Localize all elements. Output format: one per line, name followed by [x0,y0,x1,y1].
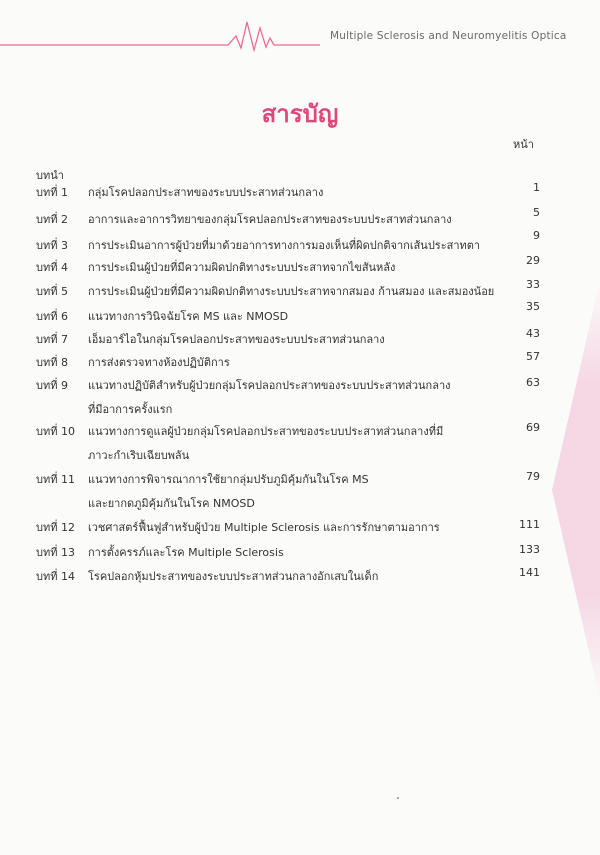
chapter-number: บทที่ 3 [36,239,68,252]
chapter-number: บทที่ 5 [36,285,68,298]
chapter-title: เอ็มอาร์ไอในกลุ่มโรคปลอกประสาทของระบบประสาทส่วนกลาง [88,333,385,346]
speck [397,797,399,799]
page-number: 111 [519,518,540,531]
chapter-title: แนวทางการวินิจฉัยโรค MS และ NMOSD [88,310,289,323]
chapter-number: บทที่ 2 [36,213,68,226]
chapter-number: บทที่ 11 [36,473,75,486]
page-number: 43 [526,327,540,340]
chapter-title: แนวทางปฏิบัติสำหรับผู้ป่วยกลุ่มโรคปลอกประสาทของระบบประสาทส่วนกลาง [88,379,451,392]
chapter-title: การประเมินผู้ป่วยที่มีความผิดปกติทางระบบประสาทจากสมอง ก้านสมอง และสมองน้อย [88,285,495,298]
chapter-title-continued: ภาวะกำเริบเฉียบพลัน [88,449,190,462]
chapter-title-continued: ที่มีอาการครั้งแรก [88,403,173,416]
chapter-title: กลุ่มโรคปลอกประสาทของระบบประสาทส่วนกลาง [88,186,324,199]
chapter-number: บทที่ 8 [36,356,68,369]
page-number: 63 [526,376,540,389]
chapter-title: การประเมินอาการผู้ป่วยที่มาด้วยอาการทางการมองเห็นที่ผิดปกติจากเส้นประสาทตา [88,239,481,252]
decorative-pink-band [552,280,600,700]
chapter-title-continued: และยากดภูมิคุ้มกันในโรค NMOSD [88,497,255,510]
chapter-title: การประเมินผู้ป่วยที่มีความผิดปกติทางระบบประสาทจากไขสันหลัง [88,261,396,274]
chapter-number: บทที่ 1 [36,186,68,199]
chapter-title: อาการและอาการวิทยาของกลุ่มโรคปลอกประสาทของระบบประสาทส่วนกลาง [88,213,452,226]
chapter-number: บทที่ 4 [36,261,68,274]
chapter-title: การตั้งครรภ์และโรค Multiple Sclerosis [88,546,284,559]
page-number: 69 [526,421,540,434]
page-number: 141 [519,566,540,579]
chapter-title: เวชศาสตร์ฟื้นฟูสำหรับผู้ป่วย Multiple Sclerosis และการรักษาตามอาการ [88,521,440,534]
chapter-title: โรคปลอกหุ้มประสาทของระบบประสาทส่วนกลางอักเสบในเด็ก [88,570,379,583]
page-number: 133 [519,543,540,556]
chapter-number: บทที่ 10 [36,425,75,438]
chapter-number: บทที่ 14 [36,570,75,583]
toc-intro: บทนำ [36,169,64,182]
page-number: 5 [533,206,540,219]
page-column-label: หน้า [513,138,534,151]
page-number: 29 [526,254,540,267]
chapter-number: บทที่ 12 [36,521,75,534]
page-number: 79 [526,470,540,483]
running-header: Multiple Sclerosis and Neuromyelitis Optica [330,30,567,42]
page-number: 57 [526,350,540,363]
chapter-title: แนวทางการดูแลผู้ป่วยกลุ่มโรคปลอกประสาทของระบบประสาทส่วนกลางที่มี [88,425,444,438]
chapter-number: บทที่ 7 [36,333,68,346]
chapter-number: บทที่ 13 [36,546,75,559]
chapter-number: บทที่ 9 [36,379,68,392]
chapter-title: การส่งตรวจทางห้องปฏิบัติการ [88,356,230,369]
page-number: 1 [533,181,540,194]
page-number: 9 [533,229,540,242]
chapter-title: แนวทางการพิจารณาการใช้ยากลุ่มปรับภูมิคุ้มกันในโรค MS [88,473,369,486]
chapter-number: บทที่ 6 [36,310,68,323]
page-number: 33 [526,278,540,291]
page-number: 35 [526,300,540,313]
page-title: สารบัญ [261,100,339,128]
